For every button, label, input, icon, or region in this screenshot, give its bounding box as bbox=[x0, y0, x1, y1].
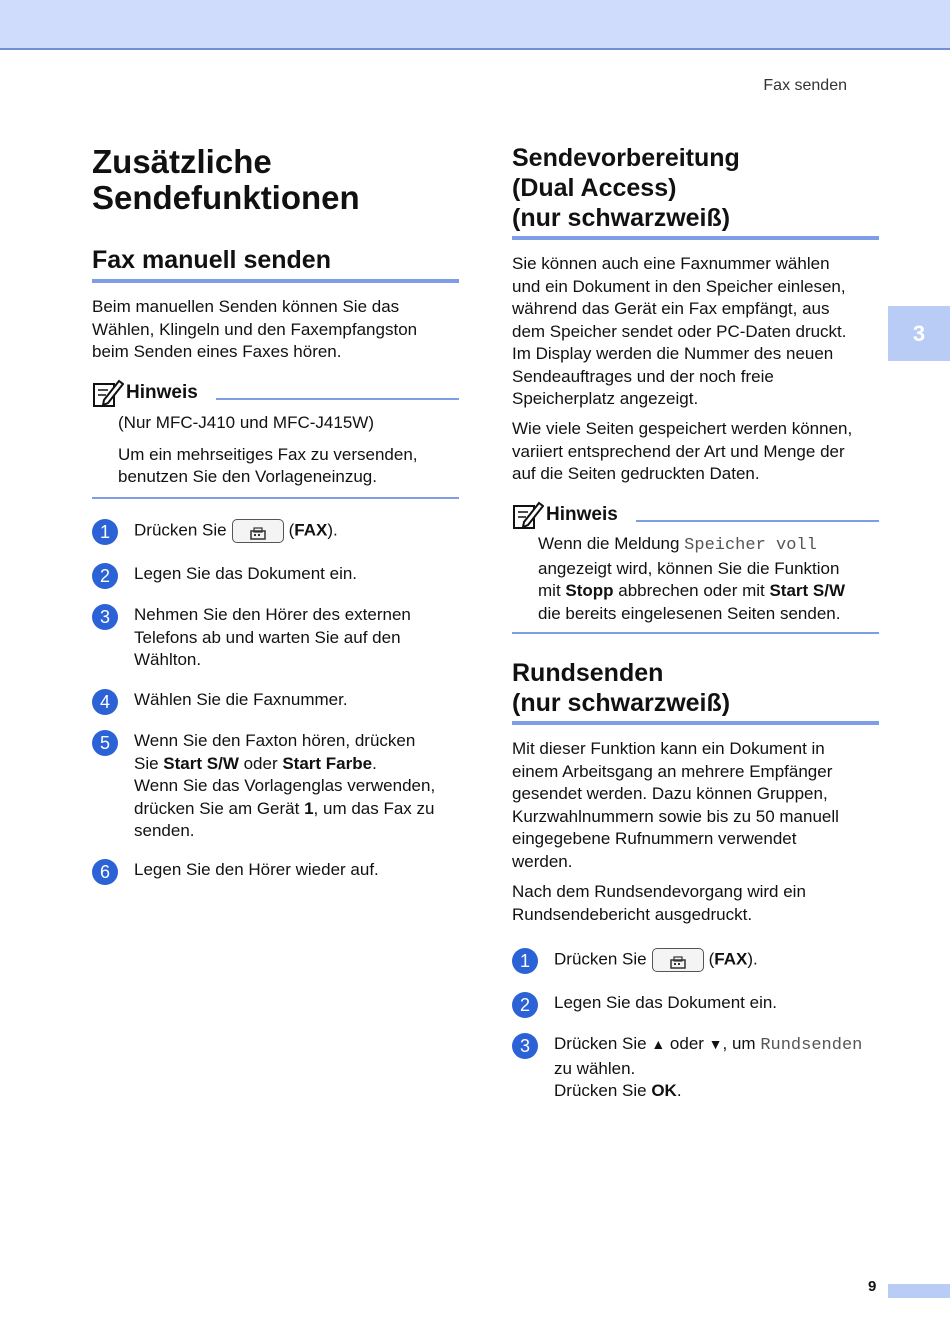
fax-key-icon bbox=[652, 948, 704, 972]
chapter-tab: 3 bbox=[888, 306, 950, 361]
dual-access-paragraph: Sie können auch eine Faxnummer wählen und ein Dokument in den Speicher einlesen, während das Gerät ein Fax empfängt, aus dem Speicher sendet oder PC-Daten druckt. Im Display werden die Nummer des neuen Sendeauftrages und der noch freie Speicherplatz angezeigt. bbox=[512, 254, 847, 408]
note-pencil-icon bbox=[512, 500, 544, 530]
step-number: 2 bbox=[512, 992, 538, 1018]
step-1: 1 Drücken Sie (FAX). bbox=[92, 519, 338, 545]
step-number: 6 bbox=[92, 859, 118, 885]
section-rule bbox=[92, 279, 459, 283]
section-rule bbox=[512, 721, 879, 725]
note-rule bbox=[636, 520, 879, 522]
rundsenden-step-3: 3 Drücken Sie ▲ oder ▼, um Rundsenden zu wählen. Drücken Sie OK. bbox=[512, 1033, 862, 1103]
section-title-fax-manuell: Fax manuell senden bbox=[92, 246, 331, 274]
step-5: 5 Wenn Sie den Faxton hören, drücken Sie Start S/W oder Start Farbe. Wenn Sie das Vorlagenglas verwenden, drücken Sie am Gerät 1, um das Fax zu senden. bbox=[92, 730, 435, 843]
step-number: 3 bbox=[92, 604, 118, 630]
step-number: 1 bbox=[92, 519, 118, 545]
note-line: Um ein mehrseitiges Fax zu versenden, bbox=[118, 444, 418, 464]
section-rule bbox=[512, 236, 879, 240]
step-6: 6 Legen Sie den Hörer wieder auf. bbox=[92, 859, 379, 885]
up-arrow-icon: ▲ bbox=[651, 1036, 666, 1052]
note-title: Hinweis bbox=[126, 382, 198, 403]
report-paragraph: Nach dem Rundsendevorgang wird ein Rundsendebericht ausgedruckt. bbox=[512, 882, 806, 924]
note-bottom-rule bbox=[512, 632, 879, 634]
fax-key-icon bbox=[232, 519, 284, 543]
note-box bbox=[92, 378, 459, 489]
note-bottom-rule bbox=[92, 497, 459, 499]
chapter-title: Zusätzliche Sendefunktionen bbox=[92, 143, 360, 216]
step-3: 3 Nehmen Sie den Hörer des externen Telefons ab und warten Sie auf den Wählton. bbox=[92, 604, 411, 672]
step-2: 2 Legen Sie das Dokument ein. bbox=[92, 563, 357, 589]
note-rule bbox=[216, 398, 459, 400]
section-title-dual-access: Sendevorbereitung (Dual Access) (nur schwarzweiß) bbox=[512, 144, 740, 232]
step-number: 4 bbox=[92, 689, 118, 715]
intro-paragraph: Beim manuellen Senden können Sie das Wählen, Klingeln und den Faxempfangston beim Senden eines Faxes hören. bbox=[92, 297, 418, 361]
section-title-rundsenden: Rundsenden (nur schwarzweiß) bbox=[512, 659, 731, 717]
step-4: 4 Wählen Sie die Faxnummer. bbox=[92, 689, 348, 715]
rundsenden-step-2: 2 Legen Sie das Dokument ein. bbox=[512, 992, 777, 1018]
step-number: 5 bbox=[92, 730, 118, 756]
page-number: 9 bbox=[868, 1278, 877, 1295]
rundsenden-paragraph: Mit dieser Funktion kann ein Dokument in einem Arbeitsgang an mehrere Empfänger gesendet werden. Dazu können Gruppen, Kurzwahlnummern sowie bis zu 50 manuell eingegebene Rufnummern verwendet werden. bbox=[512, 739, 839, 871]
pages-paragraph: Wie viele Seiten gespeichert werden können, variiert entsprechend der Art und Menge der auf die Seiten gedruckten Daten. bbox=[512, 419, 853, 483]
note-box: Hinweis Wenn die Meldung Speicher voll angezeigt wird, können Sie die Funktion mit Stopp abbrechen oder mit Start S/W die bereits eingelesenen Seiten senden. bbox=[512, 500, 879, 625]
page-number-bar bbox=[888, 1284, 950, 1298]
top-bar bbox=[0, 0, 950, 50]
running-title: Fax senden bbox=[763, 77, 847, 94]
down-arrow-icon: ▼ bbox=[708, 1036, 723, 1052]
step-number: 1 bbox=[512, 948, 538, 974]
rundsenden-step-1: 1 Drücken Sie (FAX). bbox=[512, 948, 758, 974]
note-line: (Nur MFC-J410 und MFC-J415W) bbox=[118, 413, 374, 432]
step-number: 2 bbox=[92, 563, 118, 589]
note-title: Hinweis bbox=[546, 504, 618, 525]
note-pencil-icon bbox=[92, 378, 124, 408]
note-line: benutzen Sie den Vorlageneinzug. bbox=[118, 467, 377, 486]
step-number: 3 bbox=[512, 1033, 538, 1059]
